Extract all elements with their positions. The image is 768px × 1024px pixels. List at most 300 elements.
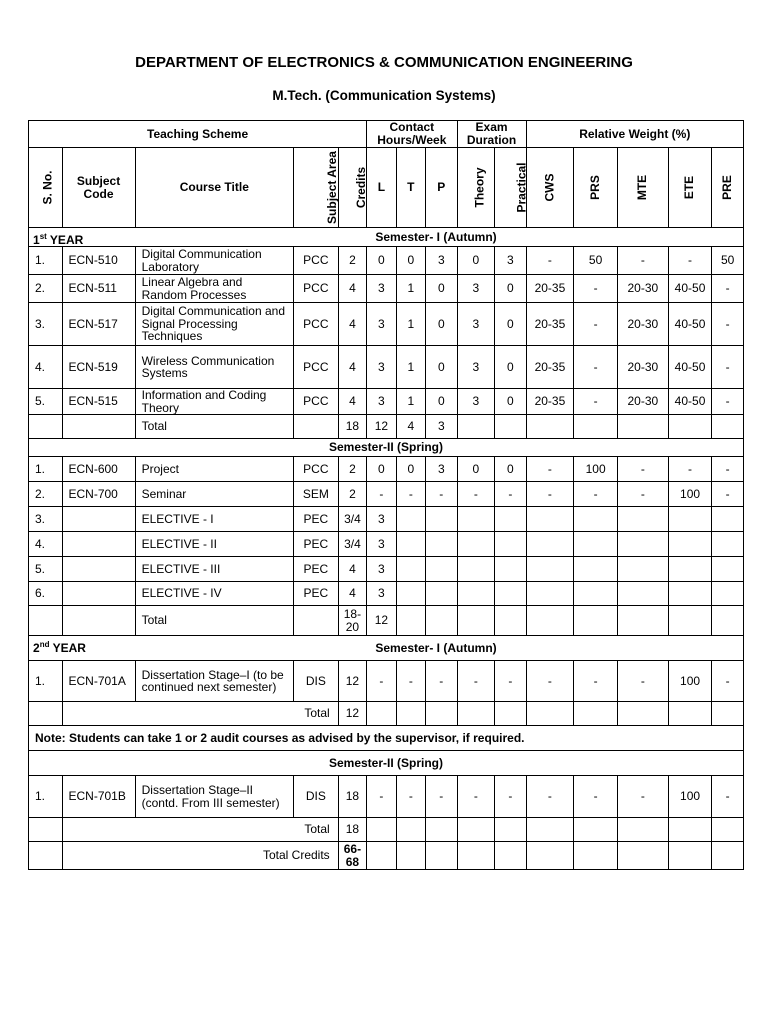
cell-subject-code: ECN-700 <box>62 482 135 507</box>
cell-sno: 5. <box>29 557 63 582</box>
cell-p: - <box>426 661 458 702</box>
total-label: Total <box>62 702 338 726</box>
cell-theory <box>457 532 495 557</box>
cell-practical: 0 <box>495 346 526 389</box>
cell-mte <box>617 532 668 557</box>
cell-sno: 2. <box>29 482 63 507</box>
cell-cws: 20-35 <box>526 303 574 346</box>
cell-ete <box>668 557 712 582</box>
cell-p: - <box>426 482 458 507</box>
cell-empty <box>617 842 668 870</box>
year-row <box>29 228 744 247</box>
cell-pre <box>712 582 744 606</box>
cell-subject-code <box>62 532 135 557</box>
cell-course-title: Dissertation Stage–II (contd. From III semester) <box>135 776 293 818</box>
table-row <box>29 507 744 532</box>
table-row <box>29 457 744 482</box>
cell-empty <box>668 818 712 842</box>
cell-l: 3 <box>367 507 396 532</box>
cell-l: - <box>367 482 396 507</box>
cell-practical: 0 <box>495 275 526 303</box>
cell-l: 3 <box>367 303 396 346</box>
cell-empty <box>457 415 495 439</box>
header-mte: MTE <box>635 174 650 201</box>
cell-cws: 20-35 <box>526 275 574 303</box>
cell-subject-area: SEM <box>294 482 339 507</box>
cell-credits: 18 <box>338 776 366 818</box>
cell-l: 3 <box>367 389 396 415</box>
cell-subject-code: ECN-600 <box>62 457 135 482</box>
cell-credits: 4 <box>338 346 366 389</box>
cell-mte: 20-30 <box>617 389 668 415</box>
cell-empty <box>574 842 618 870</box>
page-title: DEPARTMENT OF ELECTRONICS & COMMUNICATION ENGINEERING <box>135 54 633 71</box>
cell-subject-code: ECN-701B <box>62 776 135 818</box>
table-row <box>29 482 744 507</box>
header-l: L <box>367 148 396 228</box>
table-row <box>29 389 744 415</box>
cell-sno: 1. <box>29 247 63 275</box>
year-label <box>33 230 83 247</box>
cell-sno: 3. <box>29 303 63 346</box>
cell-sno: 5. <box>29 389 63 415</box>
total-label: Total Credits <box>62 842 338 870</box>
total-credits: 18 <box>338 818 366 842</box>
header-contact-hours: Contact Hours/Week <box>367 121 457 148</box>
cell-theory <box>457 557 495 582</box>
cell-empty <box>29 702 63 726</box>
cell-t: - <box>396 482 425 507</box>
cell-practical: 0 <box>495 457 526 482</box>
header-prs: PRS <box>588 175 603 200</box>
cell-subject-code: ECN-510 <box>62 247 135 275</box>
cell-credits: 4 <box>338 275 366 303</box>
cell-empty <box>526 702 574 726</box>
cell-credits: 4 <box>338 582 366 606</box>
cell-practical <box>495 532 526 557</box>
cell-course-title: Project <box>135 457 293 482</box>
cell-course-title: Seminar <box>135 482 293 507</box>
cell-sno: 1. <box>29 457 63 482</box>
semester-label: Semester- I (Autumn) <box>375 640 497 655</box>
cell-pre: - <box>712 389 744 415</box>
cell-theory: 0 <box>457 457 495 482</box>
total-row <box>29 842 744 870</box>
cell-empty <box>457 842 495 870</box>
cell-course-title: ELECTIVE - II <box>135 532 293 557</box>
cell-empty <box>574 606 618 636</box>
cell-theory: - <box>457 482 495 507</box>
cell-prs: - <box>574 389 618 415</box>
total-p <box>426 702 458 726</box>
cell-credits: 2 <box>338 482 366 507</box>
cell-l: 3 <box>367 582 396 606</box>
cell-theory: 3 <box>457 303 495 346</box>
cell-t <box>396 532 425 557</box>
cell-course-title: Information and Coding Theory <box>135 389 293 415</box>
cell-empty <box>574 702 618 726</box>
cell-credits: 3/4 <box>338 532 366 557</box>
year-label <box>33 638 86 655</box>
cell-prs <box>574 582 618 606</box>
cell-prs: - <box>574 346 618 389</box>
total-l <box>367 702 396 726</box>
cell-empty <box>668 415 712 439</box>
cell-theory: 3 <box>457 389 495 415</box>
cell-t: 0 <box>396 457 425 482</box>
cell-subject-code <box>62 507 135 532</box>
header-t: T <box>396 148 425 228</box>
cell-empty <box>495 842 526 870</box>
cell-p <box>426 507 458 532</box>
cell-empty <box>62 415 135 439</box>
cell-theory: 3 <box>457 275 495 303</box>
cell-t: - <box>396 776 425 818</box>
cell-empty <box>712 818 744 842</box>
cell-l: 3 <box>367 346 396 389</box>
cell-t: 1 <box>396 303 425 346</box>
total-credits: 12 <box>338 702 366 726</box>
cell-cws: 20-35 <box>526 389 574 415</box>
table-row <box>29 557 744 582</box>
year-number: 2 <box>33 641 40 655</box>
cell-pre: - <box>712 303 744 346</box>
cell-l: - <box>367 776 396 818</box>
total-credits: 18-20 <box>338 606 366 636</box>
cell-prs <box>574 532 618 557</box>
header-practical: Practical <box>514 162 529 213</box>
cell-prs: 50 <box>574 247 618 275</box>
header-p: P <box>426 148 458 228</box>
cell-pre <box>712 507 744 532</box>
cell-ete: 100 <box>668 776 712 818</box>
cell-credits: 4 <box>338 303 366 346</box>
cell-subject-area: PCC <box>294 457 339 482</box>
total-label: Total <box>135 415 293 439</box>
cell-mte <box>617 507 668 532</box>
cell-credits: 2 <box>338 457 366 482</box>
cell-t: 1 <box>396 389 425 415</box>
cell-l: 3 <box>367 275 396 303</box>
cell-subject-area: DIS <box>294 776 339 818</box>
cell-empty <box>457 606 495 636</box>
cell-cws: - <box>526 457 574 482</box>
cell-empty <box>526 415 574 439</box>
cell-prs: - <box>574 661 618 702</box>
total-credits: 66-68 <box>338 842 366 870</box>
cell-mte: 20-30 <box>617 275 668 303</box>
cell-practical: 0 <box>495 303 526 346</box>
cell-empty <box>574 415 618 439</box>
cell-practical: - <box>495 776 526 818</box>
total-label: Total <box>135 606 293 636</box>
cell-course-title: ELECTIVE - I <box>135 507 293 532</box>
cell-subject-code: ECN-511 <box>62 275 135 303</box>
cell-p: 0 <box>426 275 458 303</box>
cell-credits: 4 <box>338 389 366 415</box>
cell-t: 0 <box>396 247 425 275</box>
cell-subject-area: PEC <box>294 507 339 532</box>
semester-row <box>29 751 744 776</box>
cell-course-title: Dissertation Stage–I (to be continued next semester) <box>135 661 293 702</box>
cell-empty <box>526 606 574 636</box>
header-ete: ETE <box>682 175 697 200</box>
cell-t <box>396 557 425 582</box>
cell-cws: - <box>526 776 574 818</box>
cell-empty <box>668 842 712 870</box>
cell-empty <box>712 842 744 870</box>
year-text: YEAR <box>46 233 84 247</box>
cell-mte: - <box>617 457 668 482</box>
cell-mte: - <box>617 776 668 818</box>
total-l: 12 <box>367 606 396 636</box>
cell-ete: 40-50 <box>668 389 712 415</box>
total-t <box>396 702 425 726</box>
cell-subject-area: PCC <box>294 303 339 346</box>
table-row <box>29 275 744 303</box>
cell-prs: - <box>574 482 618 507</box>
cell-empty <box>294 415 339 439</box>
cell-course-title: Linear Algebra and Random Processes <box>135 275 293 303</box>
cell-l: 3 <box>367 557 396 582</box>
cell-course-title: ELECTIVE - III <box>135 557 293 582</box>
total-t <box>396 606 425 636</box>
cell-l: 3 <box>367 532 396 557</box>
cell-credits: 4 <box>338 557 366 582</box>
cell-sno: 6. <box>29 582 63 606</box>
cell-pre: - <box>712 482 744 507</box>
cell-subject-area: DIS <box>294 661 339 702</box>
cell-prs: - <box>574 776 618 818</box>
cell-empty <box>495 415 526 439</box>
total-t <box>396 842 425 870</box>
cell-subject-code: ECN-701A <box>62 661 135 702</box>
cell-subject-code <box>62 582 135 606</box>
cell-empty <box>457 818 495 842</box>
cell-sno: 4. <box>29 532 63 557</box>
cell-p: 0 <box>426 303 458 346</box>
cell-practical: 0 <box>495 389 526 415</box>
cell-practical <box>495 582 526 606</box>
header-cws: CWS <box>542 173 557 202</box>
cell-empty <box>526 818 574 842</box>
total-t: 4 <box>396 415 425 439</box>
cell-pre <box>712 557 744 582</box>
cell-empty <box>574 818 618 842</box>
cell-pre: 50 <box>712 247 744 275</box>
cell-empty <box>617 702 668 726</box>
table-row <box>29 532 744 557</box>
cell-cws <box>526 557 574 582</box>
cell-empty <box>495 818 526 842</box>
cell-ete: 100 <box>668 661 712 702</box>
header-teaching-scheme: Teaching Scheme <box>29 121 367 148</box>
cell-pre: - <box>712 661 744 702</box>
total-l <box>367 842 396 870</box>
total-credits: 18 <box>338 415 366 439</box>
cell-pre: - <box>712 275 744 303</box>
cell-prs: 100 <box>574 457 618 482</box>
cell-empty <box>29 606 63 636</box>
cell-practical <box>495 507 526 532</box>
header-theory: Theory <box>472 167 487 208</box>
table-row <box>29 346 744 389</box>
cell-course-title: Wireless Communication Systems <box>135 346 293 389</box>
semester-label: Semester-II (Spring) <box>29 439 744 457</box>
cell-subject-code <box>62 557 135 582</box>
cell-course-title: ELECTIVE - IV <box>135 582 293 606</box>
cell-practical: - <box>495 482 526 507</box>
cell-cws: 20-35 <box>526 346 574 389</box>
cell-p: 0 <box>426 389 458 415</box>
cell-t: 1 <box>396 346 425 389</box>
cell-sno: 3. <box>29 507 63 532</box>
cell-subject-code: ECN-517 <box>62 303 135 346</box>
total-l <box>367 818 396 842</box>
cell-cws: - <box>526 661 574 702</box>
cell-empty <box>29 842 63 870</box>
cell-mte: 20-30 <box>617 303 668 346</box>
cell-ete <box>668 582 712 606</box>
cell-credits: 12 <box>338 661 366 702</box>
table-row <box>29 661 744 702</box>
cell-empty <box>495 702 526 726</box>
cell-empty <box>457 702 495 726</box>
cell-practical: - <box>495 661 526 702</box>
table-row <box>29 582 744 606</box>
cell-empty <box>29 415 63 439</box>
cell-subject-code: ECN-519 <box>62 346 135 389</box>
header-subject-code: Subject Code <box>62 148 135 228</box>
cell-theory: - <box>457 661 495 702</box>
cell-p <box>426 557 458 582</box>
cell-mte: - <box>617 247 668 275</box>
cell-mte <box>617 582 668 606</box>
year-text: YEAR <box>49 641 86 655</box>
cell-theory: 3 <box>457 346 495 389</box>
cell-subject-area: PCC <box>294 389 339 415</box>
cell-prs <box>574 507 618 532</box>
cell-theory <box>457 582 495 606</box>
total-t <box>396 818 425 842</box>
cell-ete: 100 <box>668 482 712 507</box>
cell-pre <box>712 532 744 557</box>
total-label: Total <box>62 818 338 842</box>
cell-subject-area: PEC <box>294 557 339 582</box>
total-p <box>426 818 458 842</box>
total-p: 3 <box>426 415 458 439</box>
cell-ete: - <box>668 247 712 275</box>
cell-theory <box>457 507 495 532</box>
cell-ete: 40-50 <box>668 346 712 389</box>
table-row <box>29 303 744 346</box>
cell-theory: 0 <box>457 247 495 275</box>
cell-pre: - <box>712 346 744 389</box>
cell-ete <box>668 507 712 532</box>
table-row <box>29 247 744 275</box>
cell-subject-code: ECN-515 <box>62 389 135 415</box>
cell-practical: 3 <box>495 247 526 275</box>
cell-sno: 4. <box>29 346 63 389</box>
note-row <box>29 726 744 751</box>
cell-t: - <box>396 661 425 702</box>
cell-p: 0 <box>426 346 458 389</box>
total-row <box>29 702 744 726</box>
table-row <box>29 776 744 818</box>
cell-prs <box>574 557 618 582</box>
cell-p <box>426 582 458 606</box>
cell-ete: - <box>668 457 712 482</box>
cell-ete: 40-50 <box>668 303 712 346</box>
header-exam-duration: Exam Duration <box>457 121 526 148</box>
cell-empty <box>29 818 63 842</box>
cell-l: 0 <box>367 457 396 482</box>
teaching-scheme-table <box>28 120 744 870</box>
total-l: 12 <box>367 415 396 439</box>
year-number: 1 <box>33 233 40 247</box>
cell-cws: - <box>526 482 574 507</box>
total-row <box>29 606 744 636</box>
cell-p <box>426 532 458 557</box>
cell-cws <box>526 582 574 606</box>
semester-label: Semester- I (Autumn) <box>375 229 497 244</box>
cell-pre: - <box>712 457 744 482</box>
semester-label: Semester-II (Spring) <box>29 751 744 776</box>
total-row <box>29 818 744 842</box>
cell-mte: - <box>617 661 668 702</box>
year-suffix: st <box>39 232 47 241</box>
cell-empty <box>617 415 668 439</box>
header-subject-area: Subject Area <box>324 151 339 224</box>
cell-empty <box>712 415 744 439</box>
note-text: Note: Students can take 1 or 2 audit courses as advised by the supervisor, if required. <box>29 726 744 751</box>
cell-p: 3 <box>426 457 458 482</box>
cell-empty <box>617 818 668 842</box>
cell-ete: 40-50 <box>668 275 712 303</box>
cell-course-title: Digital Communication Laboratory <box>135 247 293 275</box>
cell-empty <box>712 702 744 726</box>
cell-cws <box>526 507 574 532</box>
cell-prs: - <box>574 275 618 303</box>
total-p <box>426 606 458 636</box>
cell-l: 0 <box>367 247 396 275</box>
cell-cws: - <box>526 247 574 275</box>
cell-theory: - <box>457 776 495 818</box>
cell-t <box>396 582 425 606</box>
cell-subject-area: PCC <box>294 346 339 389</box>
cell-subject-area: PCC <box>294 247 339 275</box>
total-p <box>426 842 458 870</box>
cell-mte: 20-30 <box>617 346 668 389</box>
cell-empty <box>668 702 712 726</box>
cell-pre: - <box>712 776 744 818</box>
cell-empty <box>668 606 712 636</box>
cell-empty <box>526 842 574 870</box>
cell-empty <box>294 606 339 636</box>
cell-mte <box>617 557 668 582</box>
cell-credits: 2 <box>338 247 366 275</box>
header-course-title: Course Title <box>135 148 293 228</box>
cell-p: 3 <box>426 247 458 275</box>
cell-empty <box>62 606 135 636</box>
cell-subject-area: PEC <box>294 582 339 606</box>
cell-course-title: Digital Communication and Signal Processing Techniques <box>135 303 293 346</box>
header-credits: Credits <box>353 166 368 209</box>
cell-sno: 1. <box>29 776 63 818</box>
cell-cws <box>526 532 574 557</box>
semester-row <box>29 439 744 457</box>
cell-t <box>396 507 425 532</box>
